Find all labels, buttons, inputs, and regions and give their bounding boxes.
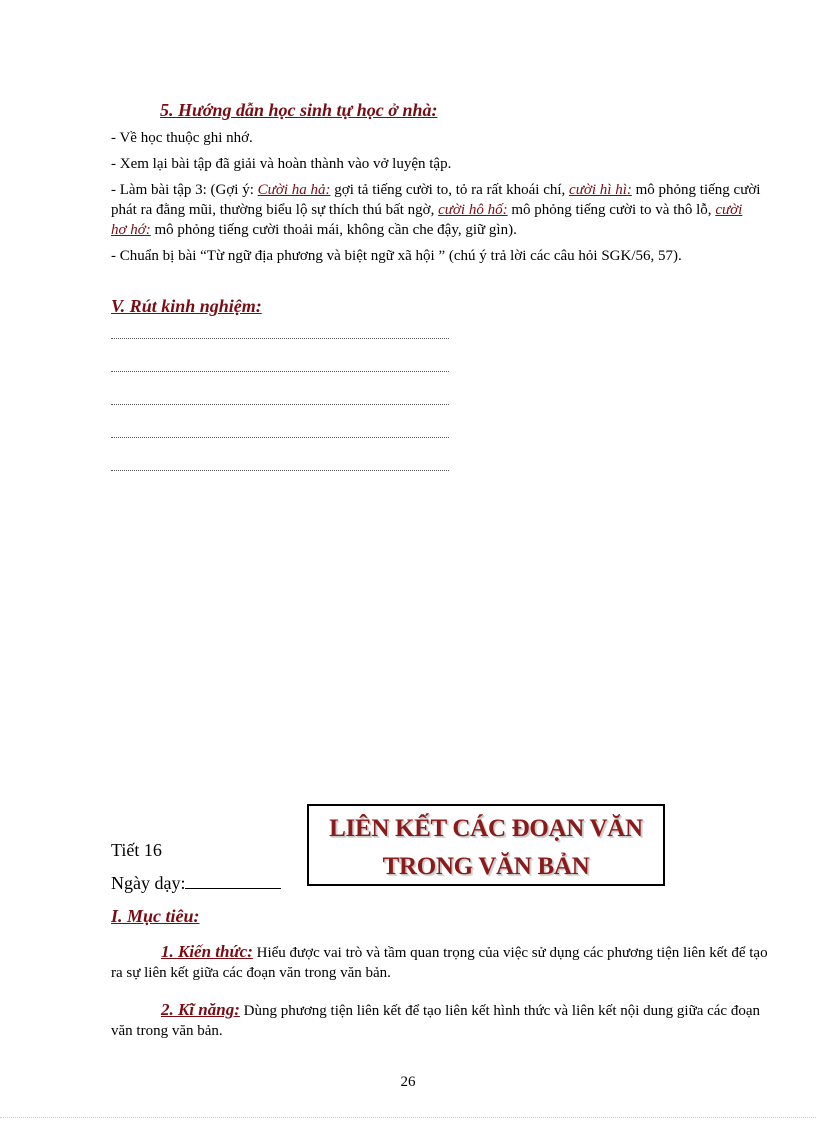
experience-dotted-line <box>111 371 449 372</box>
lesson-title-box <box>307 804 665 886</box>
experience-dotted-line <box>111 470 449 471</box>
term-cuoi-ho-ho: cười hô hố: <box>438 202 508 218</box>
objectives-heading: I. Mục tiêu: <box>111 906 200 926</box>
knowledge-paragraph <box>111 942 771 983</box>
lesson-date-blank <box>185 872 281 889</box>
homework-item-2: - Xem lại bài tập đã giải và hoàn thành vào vở luyện tập. <box>111 156 452 172</box>
homework-list <box>111 128 761 272</box>
homework-item-4: - Chuẩn bị bài “Từ ngữ địa phương và biệt ngữ xã hội ” (chú ý trả lời các câu hỏi SGK/56, 57). <box>111 248 682 264</box>
homework-item-3 <box>111 180 761 240</box>
section-5-heading: 5. Hướng dẫn học sinh tự học ở nhà: <box>160 100 438 120</box>
term-cuoi-ha-ha: Cười ha hả: <box>257 182 331 198</box>
term-cuoi-ho-ho-2: cười hơ hớ: <box>111 202 743 238</box>
homework-item-3-text: mô phỏng tiếng cười phát ra đằng mũi, thường biểu lộ sự thích thú bất ngờ, <box>111 182 761 218</box>
page-number: 26 <box>400 1074 416 1090</box>
skill-heading: 2. Kĩ năng: <box>161 1000 240 1019</box>
homework-item-1: - Về học thuộc ghi nhớ. <box>111 130 253 146</box>
homework-item-3-text: mô phỏng tiếng cười thoải mái, không cần che đậy, giữ gìn). <box>150 222 517 238</box>
skill-paragraph <box>111 1000 771 1041</box>
lesson-title-line-2: TRONG VĂN BẢN <box>382 853 590 880</box>
lesson-date <box>111 872 281 894</box>
footer-border <box>0 1117 816 1118</box>
experience-dotted-line <box>111 338 449 339</box>
lesson-period: Tiết 16 <box>111 840 162 860</box>
homework-item-3-text: gợi tả tiếng cười to, tỏ ra rất khoái chí, <box>330 182 570 198</box>
homework-item-3-text: mô phỏng tiếng cười to và thô lỗ, <box>507 202 716 218</box>
homework-item-3-text: - Làm bài tập 3: (Gợi ý: <box>111 182 258 198</box>
experience-heading: V. Rút kinh nghiệm: <box>111 296 262 316</box>
lesson-title-line-1: LIÊN KẾT CÁC ĐOẠN VĂN <box>329 815 643 842</box>
term-cuoi-hi-hi: cười hì hì: <box>569 182 632 198</box>
experience-dotted-line <box>111 404 449 405</box>
knowledge-heading: 1. Kiến thức: <box>161 942 253 961</box>
lesson-date-label: Ngày dạy: <box>111 873 186 893</box>
skill-text: Dùng phương tiện liên kết để tạo liên kết hình thức và liên kết nội dung giữa các đoạn văn trong văn bản. <box>111 1003 760 1039</box>
knowledge-text: Hiểu được vai trò và tầm quan trọng của việc sử dụng các phương tiện liên kết để tạo ra sự liên kết giữa các đoạn văn trong văn bản. <box>111 945 768 981</box>
experience-dotted-line <box>111 437 449 438</box>
